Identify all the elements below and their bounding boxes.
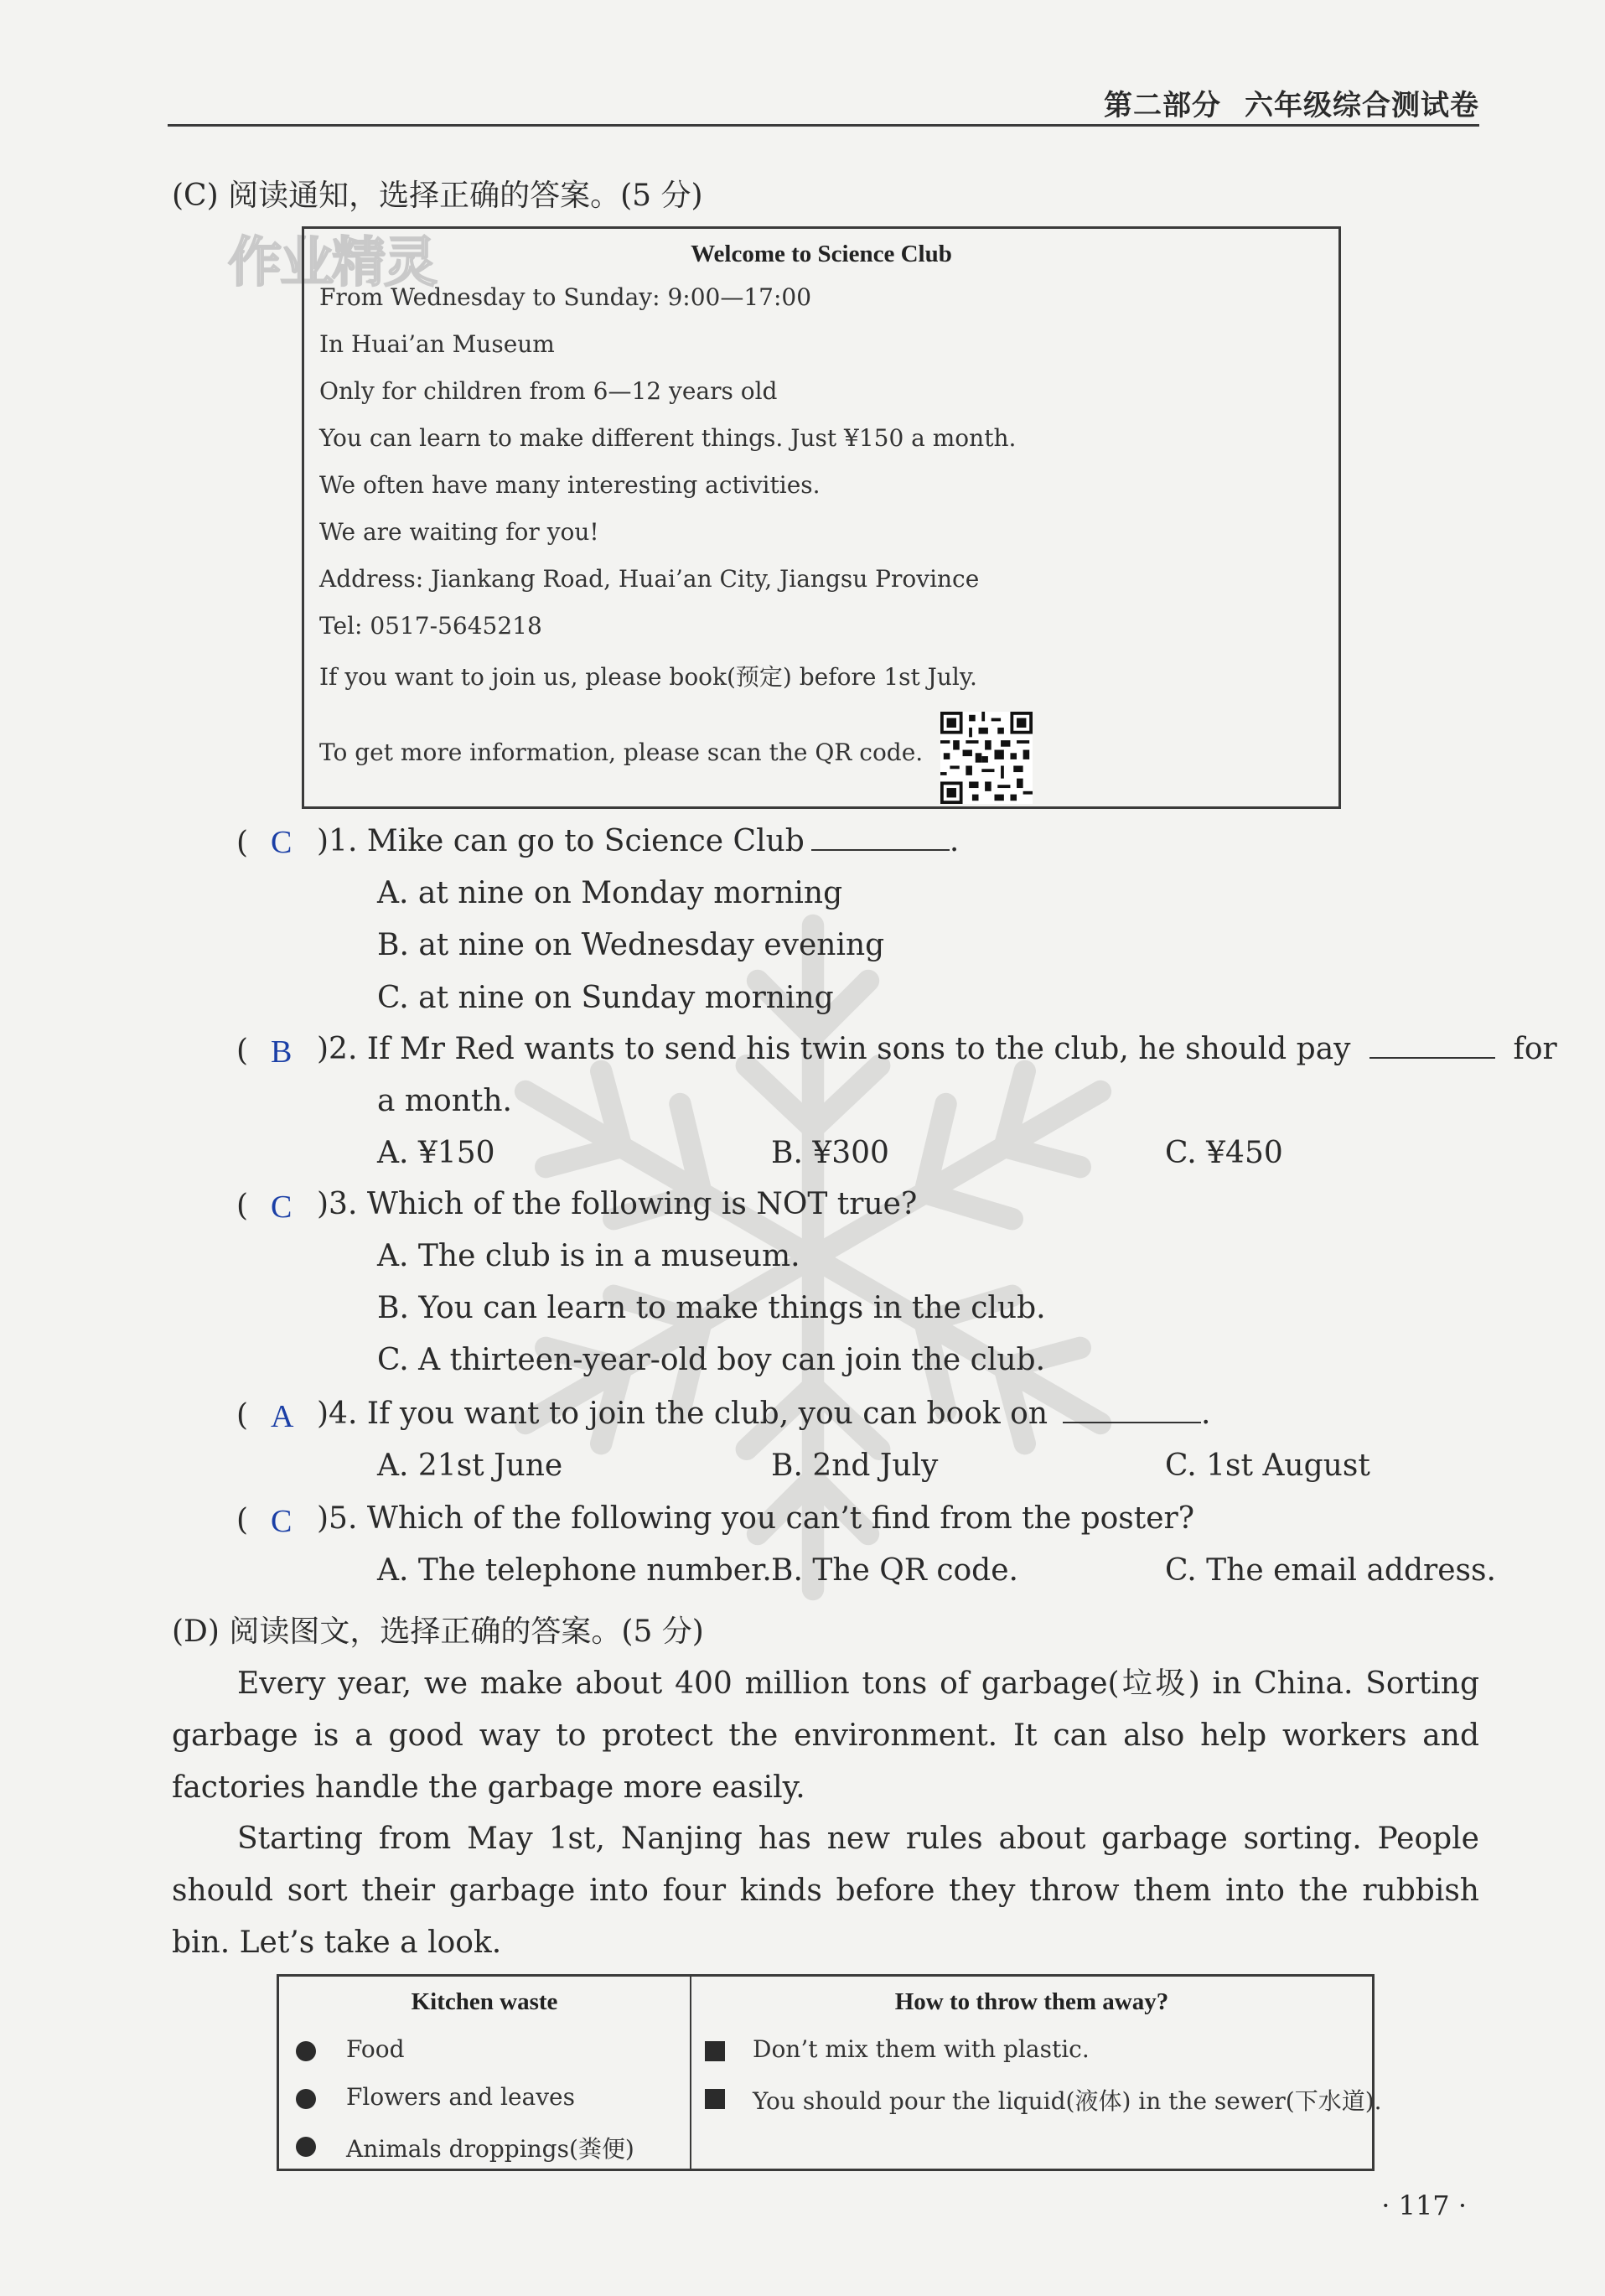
option-c: C. at nine on Sunday morning xyxy=(377,981,834,1015)
question-number: )4. xyxy=(317,1397,358,1431)
option-c: C. 1st August xyxy=(1165,1449,1370,1483)
question-stem: Mike can go to Science Club xyxy=(366,824,805,858)
option-a: A. at nine on Monday morning xyxy=(377,876,843,910)
question-number: )3. xyxy=(317,1187,358,1221)
notice-line: In Huai’an Museum xyxy=(319,330,555,358)
watermark-logo: 作业精灵 xyxy=(228,232,436,294)
answer-blank xyxy=(1369,1056,1495,1059)
page: 第二部分 六年级综合测试卷 (C) 阅读通知，选择正确的答案。(5 分) 作业精灵 Welcome to Science Club From Wednesday to Sunday: 9:00—17:00 In Huai’an Museum Only for children from 6—12 years old You can learn to make different things. Just ¥150 a month. We often have many interesting activities. We are waiting for you! Address: Jiankang Road, Huai’an City, Jiangsu Province Tel: 0517-5645218 If you want to join us, please book(预定) before 1st July. To get more information, please scan the QR code. ( C )1. Mike can go to Science Club . A. at nine on Monday morning B. at nine on Wednesday evening C. at nine on Sunday morning ( B )2. If Mr Red wants to send his twin sons to the club, he should pay for a month. A. ¥150 B. ¥300 C. ¥450 ( C )3. Which of the following is NOT true? A. The club is in a museum. B. You can learn to make things in the club. C. A thirteen-year-old boy can join the club. ( A )4. If you want to join the club, you can book on . A. 21st June B. 2nd July C. 1st August ( C )5. Which of the following you can’t find from the poster? A. The telephone number. B. The QR code. C. The email address. (D) 阅读图文，选择正确的答案。(5 分) Every year, we make about 400 million tons of garbage(垃圾) in China. Sorting garbage is a good way to protect the environment. It can also help workers and factories handle the garbage more easily. Starting from May 1st, Nanjing has new rules about garbage sorting. People should sort their garbage into four kinds before they throw them into the rubbish bin. Let’s take a look. Kitchen waste How to throw them away? Food Flowers and leaves Animals droppings(粪便) Don’t mix them with plastic. You should pour the liquid(液体) in the sewer(下水道). · 117 · xyxy=(0,0,1605,2296)
notice-title: Welcome to Science Club xyxy=(691,241,952,267)
notice-box xyxy=(302,226,1341,809)
option-c: C. ¥450 xyxy=(1165,1136,1283,1170)
question-number: )1. xyxy=(317,824,358,858)
garbage-table xyxy=(277,1974,1382,2171)
section-d-heading: (D) 阅读图文，选择正确的答案。(5 分) xyxy=(172,1614,704,1649)
option-b: B. ¥300 xyxy=(771,1136,889,1170)
notice-line: Only for children from 6—12 years old xyxy=(319,377,778,405)
bullet-dot-icon xyxy=(296,2089,316,2109)
notice-line: You can learn to make different things. Just ¥150 a month. xyxy=(319,424,1017,452)
notice-line: We often have many interesting activities. xyxy=(319,471,821,499)
answer-mark: A xyxy=(271,1399,294,1434)
header-rule xyxy=(168,124,1479,127)
question-stem: Which of the following you can’t find from the poster? xyxy=(366,1501,1195,1536)
question-stem: Which of the following is NOT true? xyxy=(366,1187,918,1221)
header-part: 第二部分 xyxy=(1104,89,1221,122)
question-stem-end: for xyxy=(1513,1032,1557,1066)
notice-line: To get more information, please scan the QR code. xyxy=(319,739,924,766)
question-stem-end: . xyxy=(949,824,960,858)
answer-mark: C xyxy=(271,1504,293,1539)
option-b: B. You can learn to make things in the club. xyxy=(377,1291,1046,1325)
option-b: B. The QR code. xyxy=(771,1553,1018,1588)
question-number: )5. xyxy=(317,1501,358,1536)
option-a: A. The telephone number. xyxy=(377,1553,772,1588)
section-c-heading: (C) 阅读通知，选择正确的答案。(5 分) xyxy=(172,179,703,213)
table-item: Food xyxy=(346,2035,405,2063)
answer-blank xyxy=(811,848,950,851)
option-a: A. ¥150 xyxy=(377,1136,495,1170)
table-item: Animals droppings(粪便) xyxy=(346,2135,634,2163)
notice-line: If you want to join us, please book(预定) before 1st July. xyxy=(319,663,977,691)
question-stem: If Mr Red wants to send his twin sons to the club, he should pay xyxy=(366,1032,1351,1066)
question-stem-end: . xyxy=(1201,1397,1211,1431)
question-stem: If you want to join the club, you can book on xyxy=(366,1397,1048,1431)
option-a: A. 21st June xyxy=(377,1449,563,1483)
bullet-dot-icon xyxy=(296,2137,316,2157)
bullet-dot-icon xyxy=(296,2041,316,2061)
option-a: A. The club is in a museum. xyxy=(377,1239,800,1273)
bullet-square-icon xyxy=(705,2089,725,2109)
page-header xyxy=(1104,82,1479,123)
page-number: · 117 · xyxy=(1381,2190,1467,2221)
table-header-right: How to throw them away? xyxy=(894,1988,1169,2015)
table-item: Don’t mix them with plastic. xyxy=(753,2035,1090,2063)
table-item: Flowers and leaves xyxy=(346,2083,575,2111)
option-b: B. 2nd July xyxy=(771,1449,939,1483)
paragraph: Starting from May 1st, Nanjing has new rules about garbage sorting. People should sort their garbage into four kinds before they throw them into the rubbish bin. Let’s take a look. xyxy=(172,1822,1479,1960)
answer-mark: B xyxy=(271,1034,293,1070)
table-header-left: Kitchen waste xyxy=(411,1988,558,2015)
notice-line: Tel: 0517-5645218 xyxy=(319,612,542,640)
answer-mark: C xyxy=(271,825,293,860)
table-item: You should pour the liquid(液体) in the sewer(下水道). xyxy=(753,2087,1382,2115)
option-b: B. at nine on Wednesday evening xyxy=(377,928,885,962)
paragraph: Every year, we make about 400 million tons of garbage(垃圾) in China. Sorting garbage is a good way to protect the environment. It can also help workers and factories handle the garbage more easily. xyxy=(172,1666,1479,1805)
notice-line: From Wednesday to Sunday: 9:00—17:00 xyxy=(319,283,812,311)
question-stem-cont: a month. xyxy=(377,1084,512,1118)
question-number: )2. xyxy=(317,1032,358,1066)
bullet-square-icon xyxy=(705,2041,725,2061)
answer-blank xyxy=(1063,1421,1201,1423)
answer-mark: C xyxy=(271,1189,293,1225)
option-c: C. The email address. xyxy=(1165,1553,1496,1588)
option-c: C. A thirteen-year-old boy can join the club. xyxy=(377,1343,1046,1377)
header-title: 六年级综合测试卷 xyxy=(1245,89,1479,122)
notice-line: We are waiting for you! xyxy=(319,518,599,546)
qr-code-icon[interactable] xyxy=(940,712,1033,804)
notice-line: Address: Jiankang Road, Huai’an City, Jiangsu Province xyxy=(319,565,980,593)
